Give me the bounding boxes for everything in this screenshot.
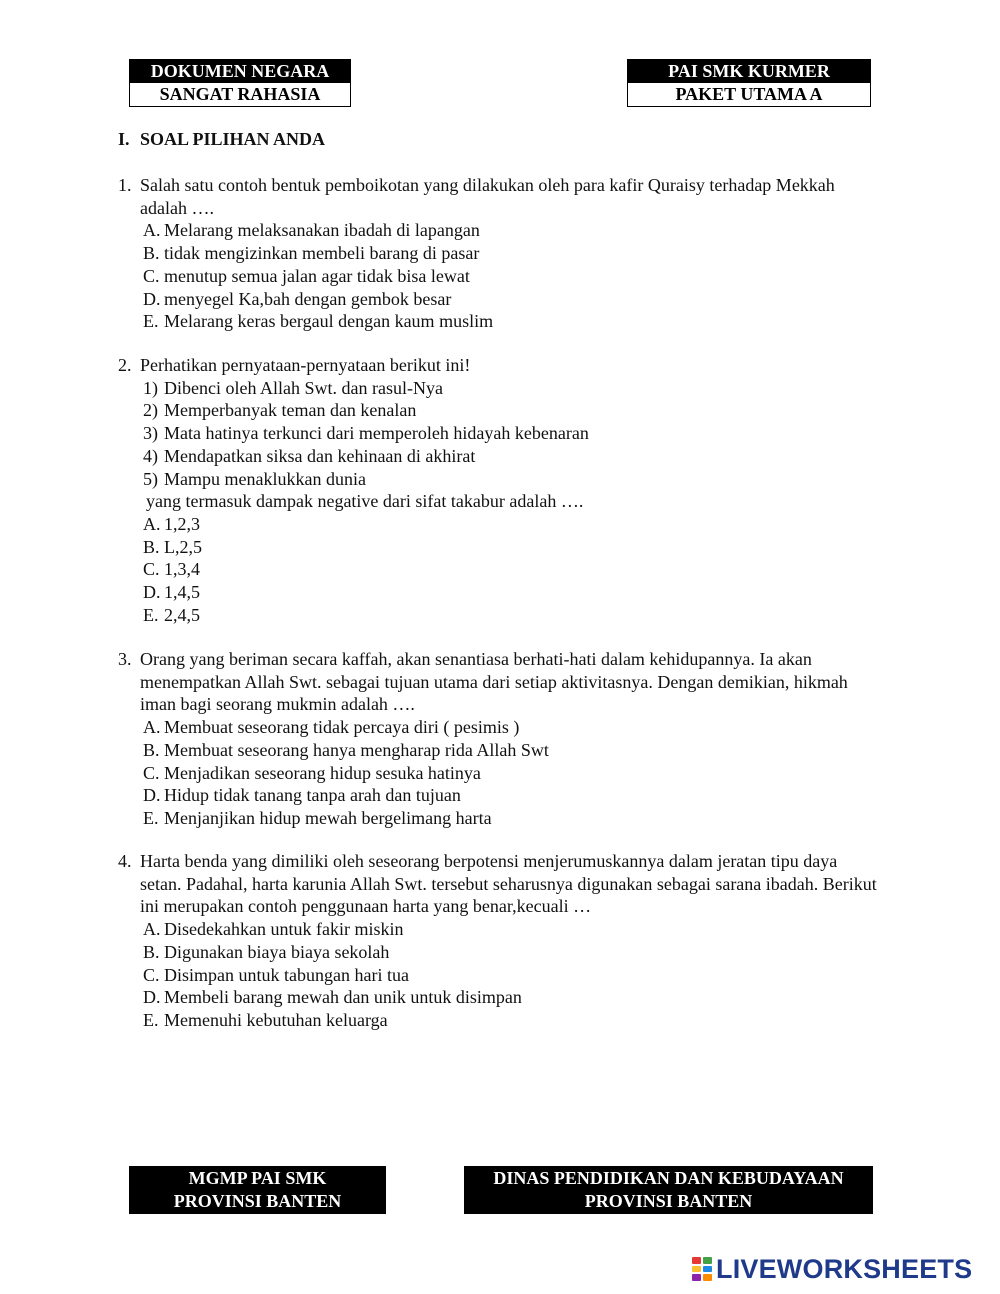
section-number: I.: [118, 129, 130, 149]
option-text: menyegel Ka,bah dengan gembok besar: [164, 288, 452, 309]
option-text: menutup semua jalan agar tidak bisa lewat: [164, 265, 470, 286]
statement-text: Mata hatinya terkunci dari memperoleh hidayah kebenaran: [164, 423, 589, 444]
option-a[interactable]: [118, 716, 878, 739]
option-text: Membeli barang mewah dan unik untuk disimpan: [164, 987, 522, 1008]
option-text: Menjanjikan hidup mewah bergelimang harta: [164, 807, 492, 828]
option-label: D.: [143, 987, 161, 1008]
option-d[interactable]: [118, 784, 878, 807]
option-b[interactable]: [118, 739, 878, 762]
option-label: B.: [143, 739, 160, 760]
option-label: A.: [143, 220, 161, 241]
option-c[interactable]: [118, 964, 878, 987]
option-d[interactable]: [118, 986, 878, 1009]
option-text: Membuat seseorang hanya mengharap rida Allah Swt: [164, 739, 549, 760]
question-number: 3.: [118, 649, 132, 669]
option-a[interactable]: [118, 513, 878, 536]
option-label: E.: [143, 311, 159, 332]
option-label: E.: [143, 604, 159, 625]
liveworksheets-text: LIVEWORKSHEETS: [716, 1253, 973, 1284]
header-left-box: [129, 59, 351, 107]
logo-tile: [703, 1266, 712, 1273]
question-number: 2.: [118, 355, 132, 375]
statement-label: 4): [143, 445, 158, 466]
option-b[interactable]: [118, 536, 878, 559]
option-label: A.: [143, 717, 161, 738]
option-d[interactable]: [118, 581, 878, 604]
liveworksheets-logo[interactable]: [692, 1254, 972, 1284]
statement-text: Mampu menaklukkan dunia: [164, 468, 366, 489]
option-label: B.: [143, 941, 160, 962]
logo-tile: [692, 1257, 701, 1264]
option-c[interactable]: [118, 762, 878, 785]
question-2: [118, 354, 878, 626]
option-label: D.: [143, 582, 161, 603]
statement-2: [118, 399, 878, 422]
option-text: Hidup tidak tanang tanpa arah dan tujuan: [164, 785, 461, 806]
header-right-box: [627, 59, 871, 107]
option-text: L,2,5: [164, 536, 202, 557]
option-label: A.: [143, 919, 161, 940]
header-left-top: DOKUMEN NEGARA: [130, 60, 350, 83]
option-d[interactable]: [118, 288, 878, 311]
statement-label: 1): [143, 377, 158, 398]
logo-tile: [692, 1266, 701, 1273]
option-text: 1,4,5: [164, 582, 200, 603]
option-label: C.: [143, 964, 160, 985]
question-number: 4.: [118, 851, 132, 871]
option-text: Melarang keras bergaul dengan kaum muslim: [164, 311, 494, 332]
statement-text: Dibenci oleh Allah Swt. dan rasul-Nya: [164, 377, 443, 398]
question-3: [118, 648, 878, 830]
option-label: D.: [143, 288, 161, 309]
option-text: 1,3,4: [164, 559, 200, 580]
option-text: Menjadikan seseorang hidup sesuka hatinya: [164, 762, 481, 783]
option-text: 1,2,3: [164, 513, 200, 534]
option-text: Melarang melaksanakan ibadah di lapangan: [164, 220, 480, 241]
footer-right-line2: PROVINSI BANTEN: [584, 1191, 753, 1211]
option-e[interactable]: [118, 310, 878, 333]
option-a[interactable]: [118, 918, 878, 941]
option-label: C.: [143, 265, 160, 286]
statement-1: [118, 377, 878, 400]
statement-5: [118, 468, 878, 491]
option-text: Membuat seseorang tidak percaya diri ( pesimis ): [164, 717, 520, 738]
header-right-bottom: PAKET UTAMA A: [628, 83, 870, 106]
footer-right-line1: DINAS PENDIDIKAN DAN KEBUDAYAAN: [493, 1168, 844, 1188]
logo-tile: [703, 1257, 712, 1264]
option-label: C.: [143, 559, 160, 580]
question-followup: yang termasuk dampak negative dari sifat takabur adalah ….: [146, 491, 584, 512]
option-text: Memenuhi kebutuhan keluarga: [164, 1009, 388, 1030]
statement-text: Memperbanyak teman dan kenalan: [164, 400, 417, 421]
option-label: E.: [143, 807, 159, 828]
option-label: B.: [143, 536, 160, 557]
option-text: Digunakan biaya biaya sekolah: [164, 941, 390, 962]
question-stem: Harta benda yang dimiliki oleh seseorang berpotensi menjerumuskannya dalam jeratan tipu daya setan. Padahal, harta karunia Allah Swt. tersebut seharusnya digunakan sebagai sarana ibadah. Berikut ini merupakan contoh penggunaan harta yang benar,kecuali …: [140, 851, 877, 917]
option-text: tidak mengizinkan membeli barang di pasar: [164, 243, 480, 264]
statement-3: [118, 422, 878, 445]
option-b[interactable]: [118, 941, 878, 964]
option-label: A.: [143, 513, 161, 534]
liveworksheets-icon: [692, 1257, 712, 1281]
footer-left-line2: PROVINSI BANTEN: [173, 1191, 342, 1211]
option-label: B.: [143, 243, 160, 264]
option-label: D.: [143, 785, 161, 806]
option-c[interactable]: [118, 265, 878, 288]
option-label: C.: [143, 762, 160, 783]
option-text: Disedekahkan untuk fakir miskin: [164, 919, 404, 940]
logo-tile: [692, 1274, 701, 1281]
statement-label: 5): [143, 468, 158, 489]
question-1: [118, 174, 878, 333]
footer-left-line1: MGMP PAI SMK: [188, 1168, 327, 1188]
footer-left-box: [129, 1166, 386, 1214]
option-e[interactable]: [118, 807, 878, 830]
question-stem: Orang yang beriman secara kaffah, akan senantiasa berhati-hati dalam kehidupannya. Ia akan menempatkan Allah Swt. sebagai tujuan utama dari setiap aktivitasnya. Dengan demikian, hikmah iman bagi seorang mukmin adalah ….: [140, 649, 848, 715]
option-a[interactable]: [118, 219, 878, 242]
statement-4: [118, 445, 878, 468]
question-stem: Salah satu contoh bentuk pemboikotan yang dilakukan oleh para kafir Quraisy terhadap Mekkah adalah ….: [140, 175, 835, 218]
option-e[interactable]: [118, 1009, 878, 1032]
statement-label: 2): [143, 400, 158, 421]
statement-label: 3): [143, 423, 158, 444]
option-c[interactable]: [118, 558, 878, 581]
option-text: Disimpan untuk tabungan hari tua: [164, 964, 409, 985]
section-title: [118, 129, 325, 150]
question-stem: Perhatikan pernyataan-pernyataan berikut ini!: [140, 355, 471, 375]
section-title-text: SOAL PILIHAN ANDA: [140, 129, 326, 149]
header-left-bottom: SANGAT RAHASIA: [130, 83, 350, 106]
option-label: E.: [143, 1009, 159, 1030]
question-number: 1.: [118, 175, 132, 195]
footer-right-box: [464, 1166, 873, 1214]
option-e[interactable]: [118, 604, 878, 627]
question-4: [118, 850, 878, 1032]
option-text: 2,4,5: [164, 604, 200, 625]
statement-text: Mendapatkan siksa dan kehinaan di akhirat: [164, 445, 476, 466]
logo-tile: [703, 1274, 712, 1281]
option-b[interactable]: [118, 242, 878, 265]
header-right-top: PAI SMK KURMER: [628, 60, 870, 83]
